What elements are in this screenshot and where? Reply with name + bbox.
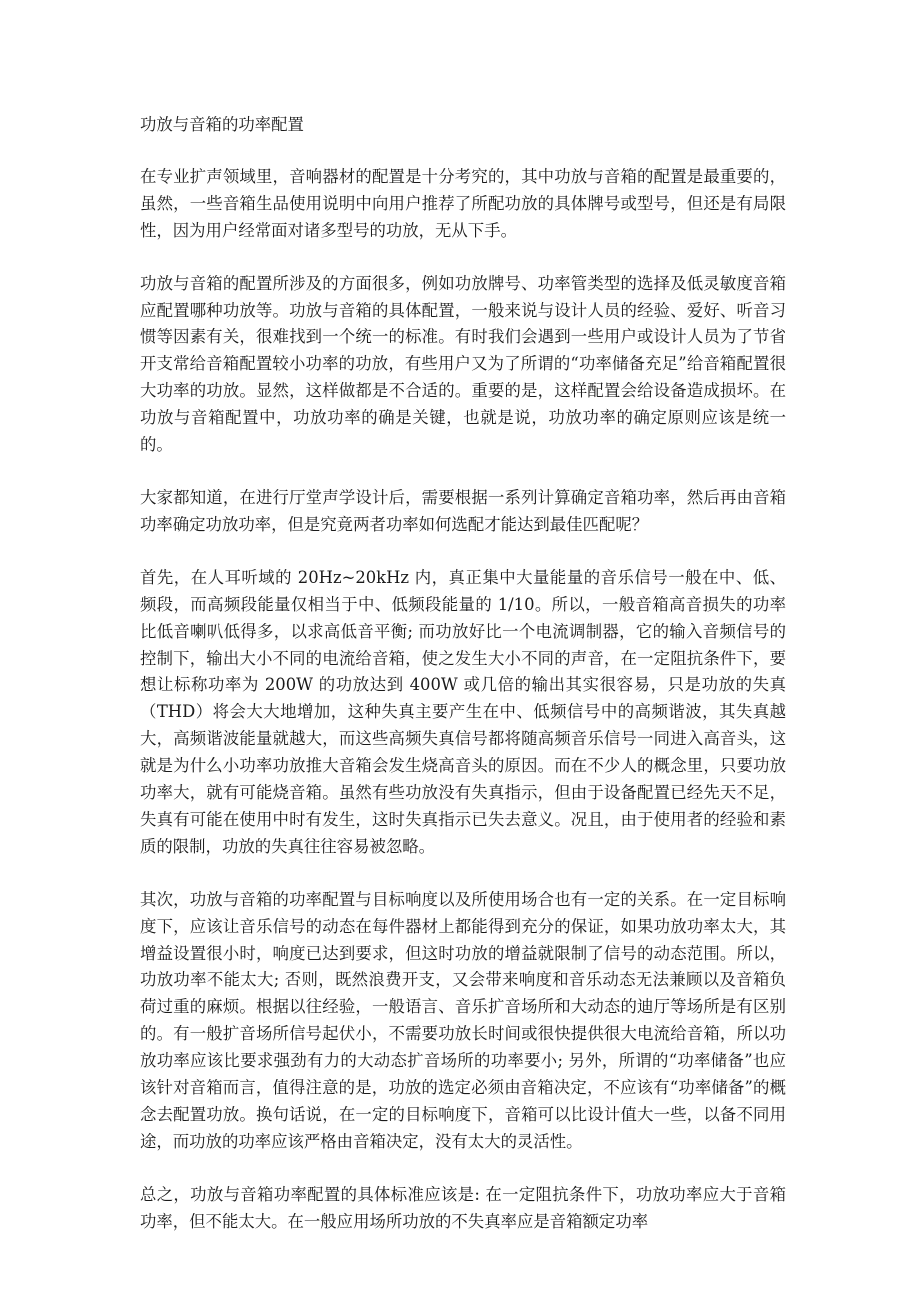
paragraph-configuration-factors: 功放与音箱的配置所涉及的方面很多，例如功放牌号、功率管类型的选择及低灵敏度音箱应配置哪种功放等。功放与音箱的具体配置，一般来说与设计人员的经验、爱好、听音习惯等因素有关，很难找到一个统一的标准。有时我们会遇到一些用户或设计人员为了节省开支常给音箱配置较小功率的功放，有些用户又为了所谓的“功率储备充足”给音箱配置很大功率的功放。显然，这样做都是不合适的。重要的是，这样配置会给设备造成损坏。在功放与音箱配置中，功放功率的确是关键，也就是说，功放功率的确定原则应该是统一的。 xyxy=(140,273,786,455)
paragraph-intro: 在专业扩声领域里，音响器材的配置是十分考究的，其中功放与音箱的配置是最重要的，虽然，一些音箱生品使用说明中向用户推荐了所配功放的具体牌号或型号，但还是有局限性，因为用户经常面对诸多型号的功放，无从下手。 xyxy=(140,166,786,240)
paragraph-conclusion: 总之，功放与音箱功率配置的具体标准应该是: 在一定阻抗条件下，功放功率应大于音箱功率，但不能太大。在一般应用场所功放的不失真率应是音箱额定功率 xyxy=(140,1184,786,1231)
paragraph-second-point: 其次，功放与音箱的功率配置与目标响度以及所使用场合也有一定的关系。在一定目标响度下，应该让音乐信号的动态在每件器材上都能得到充分的保证，如果功放功率太大，其增益设置很小时，响度已达到要求，但这时功放的增益就限制了信号的动态范围。所以，功放功率不能太大; 否则，既然浪费开支，又会带来响度和音乐动态无法兼顾以及音箱负荷过重的麻烦。根据以往经验，一般语言、音乐扩音场所和大动态的迪厅等场所是有区别的。有一般扩音场所信号起伏小，不需要功放长时间或很快提供很大电流给音箱，所以功放功率应该比要求强劲有力的大动态扩音场所的功率要小; 另外，所谓的“功率储备”也应该针对音箱而言，值得注意的是，功放的选定必须由音箱决定，不应该有“功率储备”的概念去配置功放。换句话说，在一定的目标响度下，音箱可以比设计值大一些，以备不同用途，而功放的功率应该严格由音箱决定，没有太大的灵活性。 xyxy=(140,889,786,1151)
document-title: 功放与音箱的功率配置 xyxy=(140,115,304,134)
paragraph-matching-question: 大家都知道，在进行厅堂声学设计后，需要根据一系列计算确定音箱功率，然后再由音箱功率确定功放功率，但是究竟两者功率如何选配才能达到最佳匹配呢？ xyxy=(140,487,786,534)
paragraph-first-point: 首先，在人耳听域的 20Hz~20kHz 内，真正集中大量能量的音乐信号一般在中、低、频段，而高频段能量仅相当于中、低频段能量的 1/10。所以，一般音箱高音损失的功率比低音喇叭低得多，以求高低音平衡; 而功放好比一个电流调制器，它的输入音频信号的控制下，输出大小不同的电流给音箱，使之发生大小不同的声音，在一定阻抗条件下，要想让标称功率为 200W 的功放达到 400W 或几倍的输出其实很容易，只是功放的失真（THD）将会大大地增加，这种失真主要产生在中、低频信号中的高频谐波，其失真越大，高频谐波能量就越大，而这些高频失真信号都将随高频音乐信号一同进入高音头，这就是为什么小功率功放推大音箱会发生烧高音头的原因。而在不少人的概念里，只要功放功率大，就有可能烧音箱。虽然有些功放没有失真指示，但由于设备配置已经先天不足，失真有可能在使用中时有发生，这时失真指示已失去意义。况且，由于使用者的经验和素质的限制，功放的失真往往容易被忽略。 xyxy=(140,567,786,856)
document-page xyxy=(140,112,786,1236)
